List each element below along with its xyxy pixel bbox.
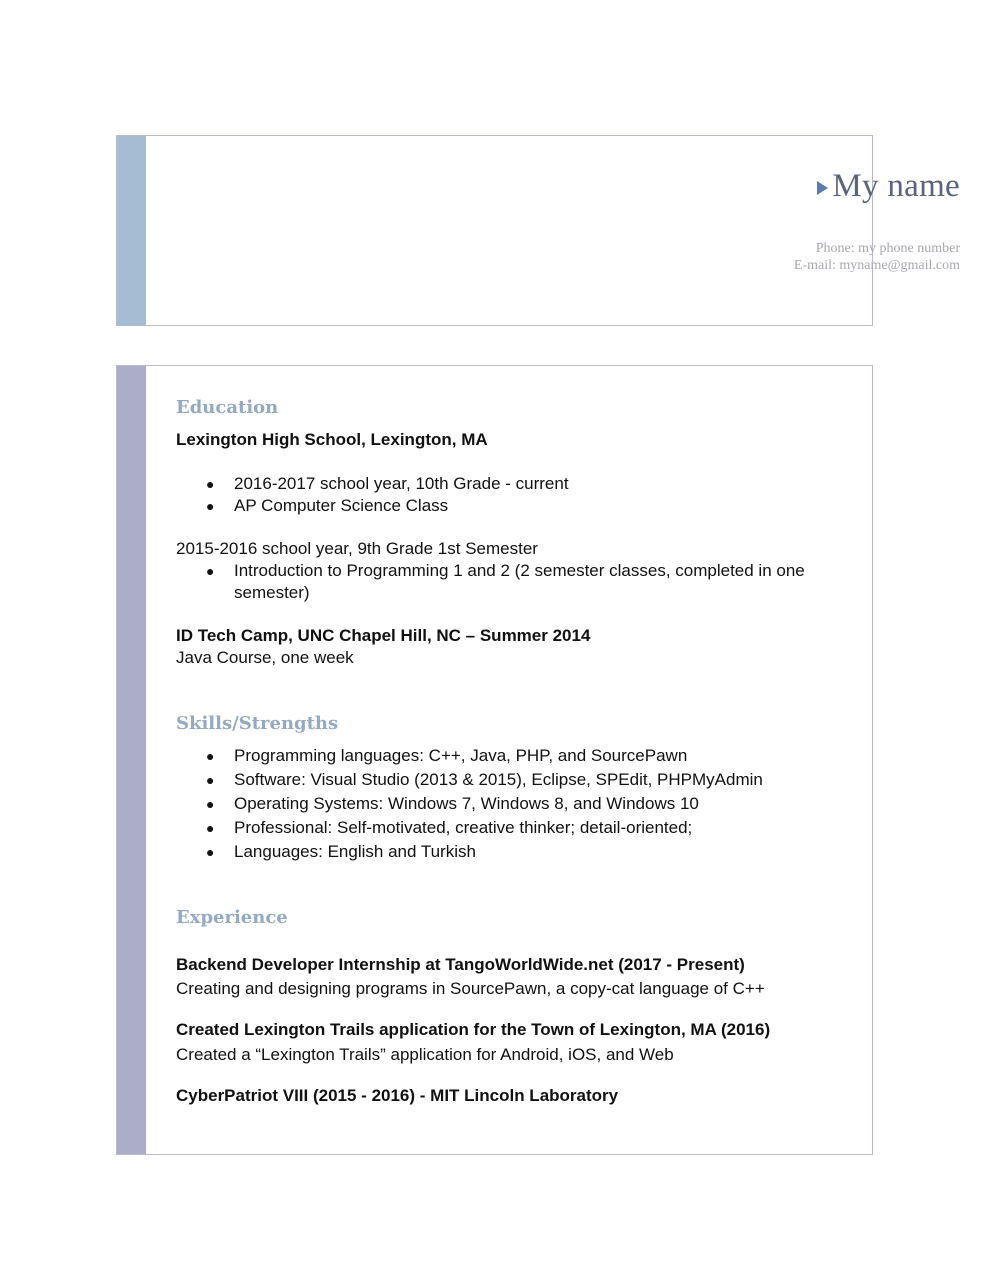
education-heading: Education: [176, 397, 279, 418]
name-heading: [817, 168, 960, 205]
bullet-icon: ●: [206, 476, 215, 492]
school-name: Lexington High School, Lexington, MA: [176, 430, 488, 449]
list-item: ● AP Computer Science Class: [206, 496, 449, 515]
job-title: CyberPatriot VIII (2015 - 2016) - MIT Lincoln Laboratory: [176, 1086, 619, 1105]
email-text: E-mail: myname@gmail.com: [793, 258, 960, 273]
phone-text: Phone: my phone number: [815, 241, 960, 256]
header-card: [116, 135, 873, 326]
bullet-icon: ●: [206, 820, 215, 836]
experience-heading: Experience: [176, 907, 288, 928]
bullet-icon: ●: [206, 844, 215, 860]
camp-detail: Java Course, one week: [176, 648, 354, 667]
education-current-list: [176, 473, 826, 517]
job-title: Backend Developer Internship at TangoWorldWide.net (2017 - Present): [176, 955, 745, 974]
body-accent-bar: [117, 366, 146, 1154]
prev-year-text: 2015-2016 school year, 9th Grade 1st Semester: [176, 539, 538, 558]
education-prev-list: [176, 560, 826, 604]
list-item: ● Software: Visual Studio (2013 & 2015), Eclipse, SPEdit, PHPMyAdmin: [206, 770, 763, 789]
name-text: My name: [832, 168, 960, 204]
bullet-icon: ●: [206, 748, 215, 764]
skills-heading: Skills/Strengths: [176, 713, 339, 734]
camp-title: ID Tech Camp, UNC Chapel Hill, NC – Summer 2014: [176, 626, 591, 645]
list-item: ● 2016-2017 school year, 10th Grade - current: [206, 474, 569, 493]
skills-list: [176, 745, 826, 863]
list-item: ● Professional: Self-motivated, creative thinker; detail-oriented;: [206, 818, 693, 837]
bullet-icon: ●: [206, 563, 215, 579]
job-desc: Created a “Lexington Trails” application for Android, iOS, and Web: [176, 1045, 674, 1064]
list-item: ● Operating Systems: Windows 7, Windows 8, and Windows 10: [206, 794, 699, 813]
bullet-icon: ●: [206, 796, 215, 812]
contact-info: [794, 240, 960, 274]
job-title: Created Lexington Trails application for the Town of Lexington, MA (2016): [176, 1020, 771, 1039]
list-item: ● Programming languages: C++, Java, PHP, and SourcePawn: [206, 746, 688, 765]
list-item: ● Introduction to Programming 1 and 2 (2 semester classes, completed in one semester): [206, 561, 805, 602]
job-desc: Creating and designing programs in SourcePawn, a copy-cat language of C++: [176, 979, 765, 998]
list-item: ● Languages: English and Turkish: [206, 842, 476, 861]
header-accent-bar: [117, 136, 146, 325]
triangle-bullet-icon: [817, 181, 828, 195]
bullet-icon: ●: [206, 498, 215, 514]
bullet-icon: ●: [206, 772, 215, 788]
